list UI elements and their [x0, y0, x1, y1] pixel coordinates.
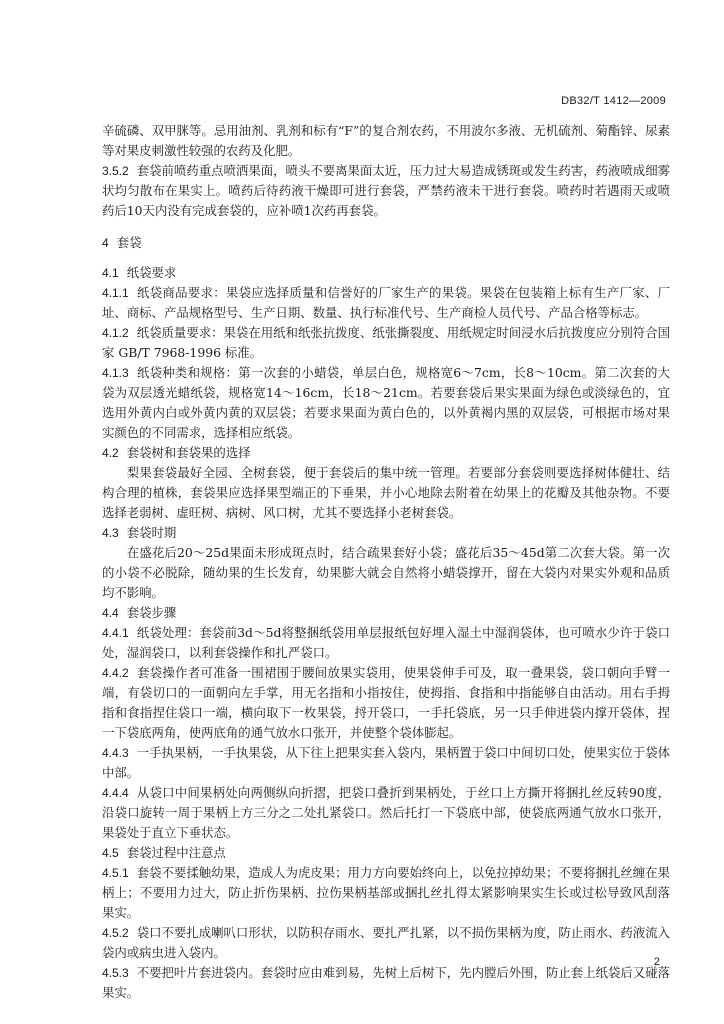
clause-number: 4.2: [102, 446, 119, 460]
clause-number: 3.5.2: [102, 164, 129, 178]
clause-number: 4.3: [102, 526, 119, 540]
clause-number: 4.5.3: [102, 966, 129, 980]
heading-4-3: 4.3 套袋时期: [102, 525, 177, 540]
clause-number: 4.4.3: [102, 746, 129, 760]
clause-number: 4.5.2: [102, 926, 129, 940]
clause-number: 4.4.4: [102, 786, 129, 800]
paragraph-4-4-3: 4.4.3 一手执果柄，一手执果袋，从下往上把果实套入袋内，果柄置于袋口中间切口处，使果实位于袋体中部。: [102, 745, 670, 780]
paragraph-4-4-4: 4.4.4 从袋口中间果柄处向两侧纵向折摺，把袋口叠折到果柄处，于丝口上方撕开将捆扎丝反转90度，沿袋口旋转一周于果柄上方三分之二处扎紧袋口。然后托打一下袋底中部，使袋底两通气放水口张开，果袋处于直立下垂状态。: [102, 785, 670, 840]
heading-4-1: 4.1 纸袋要求: [102, 265, 177, 280]
heading-4-2: 4.2 套袋树和套袋果的选择: [102, 445, 251, 460]
paragraph-4-5-1: 4.5.1 套袋不要揉触幼果，造成人为虎皮果；用力方向要始终向上，以免拉掉幼果；不要将捆扎丝缠在果柄上；不要用力过大，防止折伤果柄、拉伤果柄基部或捆扎丝扎得太紧影响果实生长或过松导致风刮落果实。: [102, 865, 670, 920]
clause-number: 4.5: [102, 846, 119, 860]
paragraph-4-3-body: 在盛花后20～25d果面未形成斑点时，结合疏果套好小袋；盛花后35～45d第二次套大袋。第一次的小袋不必脱除，随幼果的生长发育，幼果膨大就会自然将小蜡袋撑开，留在大袋内对果实外观和品质均不影响。: [102, 545, 670, 600]
clause-number: 4.1.1: [102, 286, 129, 300]
heading-4-4: 4.4 套袋步骤: [102, 605, 177, 620]
paragraph-4-5-3: 4.5.3 不要把叶片套进袋内。套袋时应由难到易，先树上后树下，先内膛后外围，防止套上纸袋后又碰落果实。: [102, 965, 670, 1000]
paragraph-4-1-2: 4.1.2 纸袋质量要求：果袋在用纸和纸张抗拨度、纸张撕裂度、用纸规定时间浸水后抗拨度应分别符合国家 GB/T 7968-1996 标准。: [102, 325, 670, 360]
paragraph-4-1-1: 4.1.1 纸袋商品要求：果袋应选择质量和信誉好的厂家生产的果袋。果袋在包装箱上标有生产厂家、厂址、商标、产品规格型号、生产日期、数量、执行标准代号、生产商检人员代号、产品合格等标志。: [102, 285, 670, 320]
paragraph-4-1-3: 4.1.3 纸袋种类和规格：第一次套的小蜡袋，单层白色，规格宽6～7cm，长8～10cm。第二次套的大袋为双层透光蜡纸袋，规格宽14～16cm，长18～21cm。若要套袋后果实果面为绿色或淡绿色的，宜选用外黄内白或外黄内黄的双层袋；若要求果面为黄白色的，以外黄褐内黑的双层袋，可根据市场对果实颜色的不同需求，选择相应纸袋。: [102, 365, 670, 440]
clause-number: 4.1.3: [102, 366, 129, 380]
clause-number: 4.1.2: [102, 326, 129, 340]
paragraph-3-5-2: 3.5.2 套袋前喷药重点喷洒果面，喷头不要离果面太近，压力过大易造成锈斑或发生药害，药液喷成细雾状均匀散布在果实上。喷药后待药液干燥即可进行套袋，严禁药液未干进行套袋。喷药时若遇雨天或喷药后10天内没有完成套袋的，应补喷1次药再套袋。: [102, 163, 670, 218]
page-number: 2: [653, 956, 660, 968]
paragraph-4-4-1: 4.4.1 纸袋处理：套袋前3d～5d将整捆纸袋用单层报纸包好埋入湿土中湿润袋体，也可喷水少许于袋口处，湿润袋口，以利套袋操作和扎严袋口。: [102, 625, 670, 660]
paragraph-continuation: 辛硫磷、双甲脒等。忌用油剂、乳剂和标有“F”的复合剂农药，不用波尔多液、无机硫剂、菊酯锌、尿素等对果皮刺激性较强的农药及化肥。: [102, 123, 670, 158]
standard-code: DB32/T 1412—2009: [561, 95, 666, 107]
clause-number: 4.4.1: [102, 626, 129, 640]
clause-number: 4: [102, 236, 109, 250]
clause-number: 4.4: [102, 606, 119, 620]
clause-number: 4.4.2: [102, 666, 129, 680]
paragraph-4-4-2: 4.4.2 套袋操作者可准备一围裙围于腰间放果实袋用，使果袋伸手可及，取一叠果袋，袋口朝向手臂一端，有袋切口的一面朝向左手掌，用无名指和小指按住，使拇指、食指和中指能够自由活动。用右手拇指和食指捏住袋口一端，横向取下一枚果袋，捋开袋口，一手托袋底，另一只手伸进袋内撑开袋体，捏一下袋底两角，使两底角的通气放水口张开，并使整个袋体膨起。: [102, 665, 670, 740]
clause-number: 4.1: [102, 266, 119, 280]
clause-number: 4.5.1: [102, 866, 129, 880]
paragraph-4-2-body: 梨果套袋最好全园、全树套袋，便于套袋后的集中统一管理。若要部分套袋则要选择树体健壮、结构合理的植株，套袋果应选择果型端正的下垂果，并小心地除去附着在幼果上的花瓣及其他杂物。不要选择老弱树、虚旺树、病树、风口树，尤其不要选择小老树套袋。: [102, 465, 670, 520]
paragraph-4-5-2: 4.5.2 袋口不要扎成喇叭口形状，以防积存雨水、要扎严扎紧，以不损伤果柄为度，防止雨水、药液流入袋内或病虫进入袋内。: [102, 925, 670, 960]
heading-4: 4 套袋: [102, 235, 142, 250]
heading-4-5: 4.5 套袋过程中注意点: [102, 845, 226, 860]
document-body: [102, 121, 670, 1003]
